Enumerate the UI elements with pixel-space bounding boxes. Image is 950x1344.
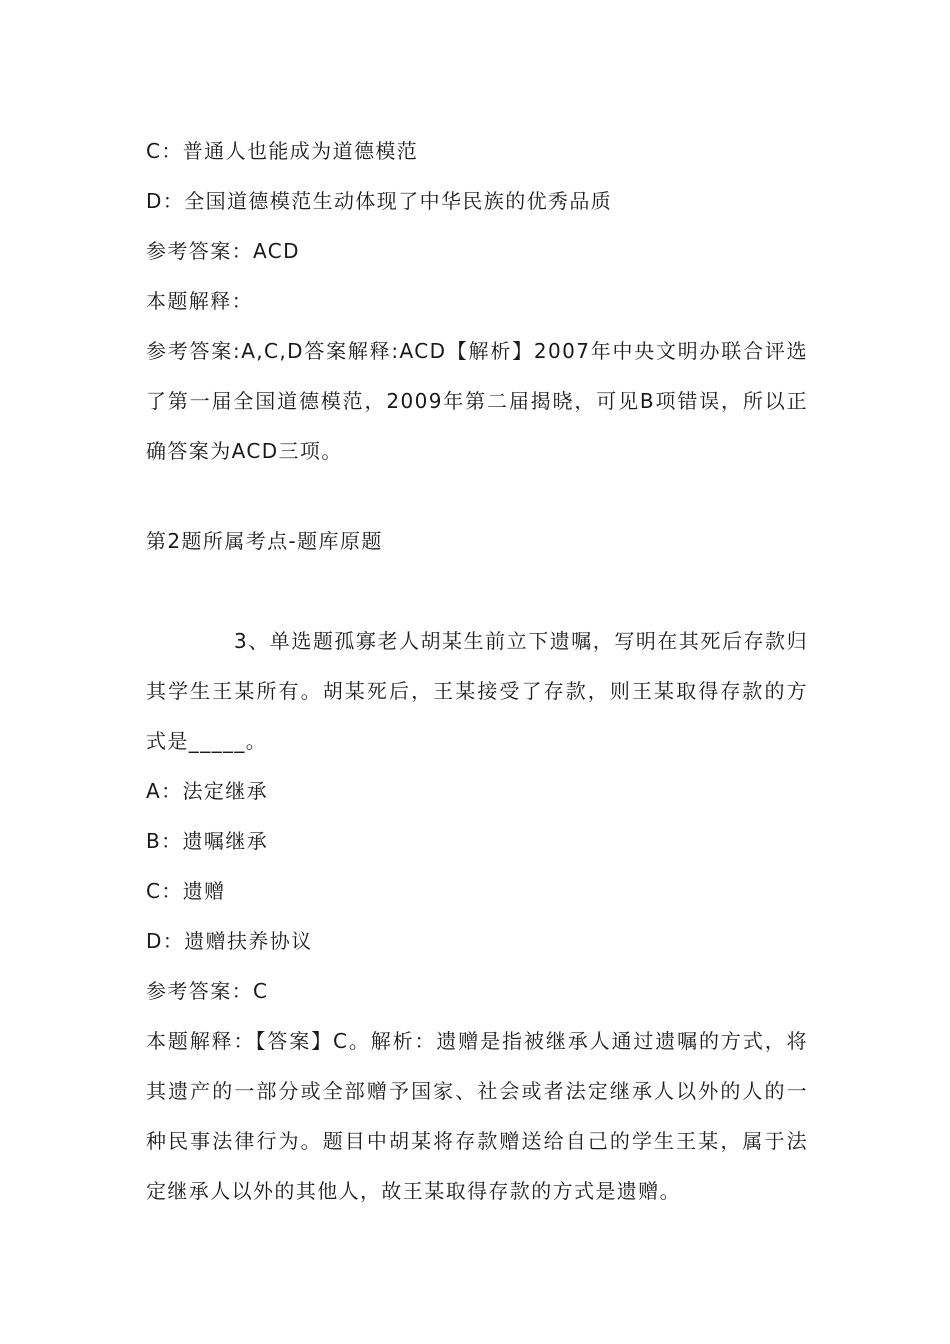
q1-explanation-text: 参考答案:A,C,D答案解释:ACD【解析】2007年中央文明办联合评选了第一届全国道德模范，2009年第二届揭晓，可见B项错误，所以正确答案为ACD三项。 — [146, 339, 808, 463]
q1-option-d: D：全国道德模范生动体现了中华民族的优秀品质 — [146, 189, 613, 213]
q3-option-b: B：遗嘱继承 — [146, 829, 269, 853]
q3-answer: 参考答案：C — [146, 979, 269, 1003]
q3-option-d: D：遗赠扶养协议 — [146, 929, 313, 953]
q2-topic-note: 第2题所属考点-题库原题 — [146, 529, 383, 553]
q1-answer: 参考答案：ACD — [146, 239, 300, 263]
q1-option-c: C：普通人也能成为道德模范 — [146, 139, 419, 163]
q3-stem: 3、单选题孤寡老人胡某生前立下遗嘱，写明在其死后存款归其学生王某所有。胡某死后，王某接受了存款，则王某取得存款的方式是_____。 — [146, 629, 808, 753]
q1-explanation-label: 本题解释： — [146, 289, 253, 313]
q3-option-c: C：遗赠 — [146, 879, 226, 903]
q3-explanation: 本题解释：【答案】C。解析：遗赠是指被继承人通过遗嘱的方式，将其遗产的一部分或全部赠予国家、社会或者法定继承人以外的人的一种民事法律行为。题目中胡某将存款赠送给自己的学生王某，属于法定继承人以外的其他人，故王某取得存款的方式是遗赠。 — [146, 1029, 808, 1203]
q3-option-a: A：法定继承 — [146, 779, 269, 803]
document-page — [146, 126, 808, 1216]
